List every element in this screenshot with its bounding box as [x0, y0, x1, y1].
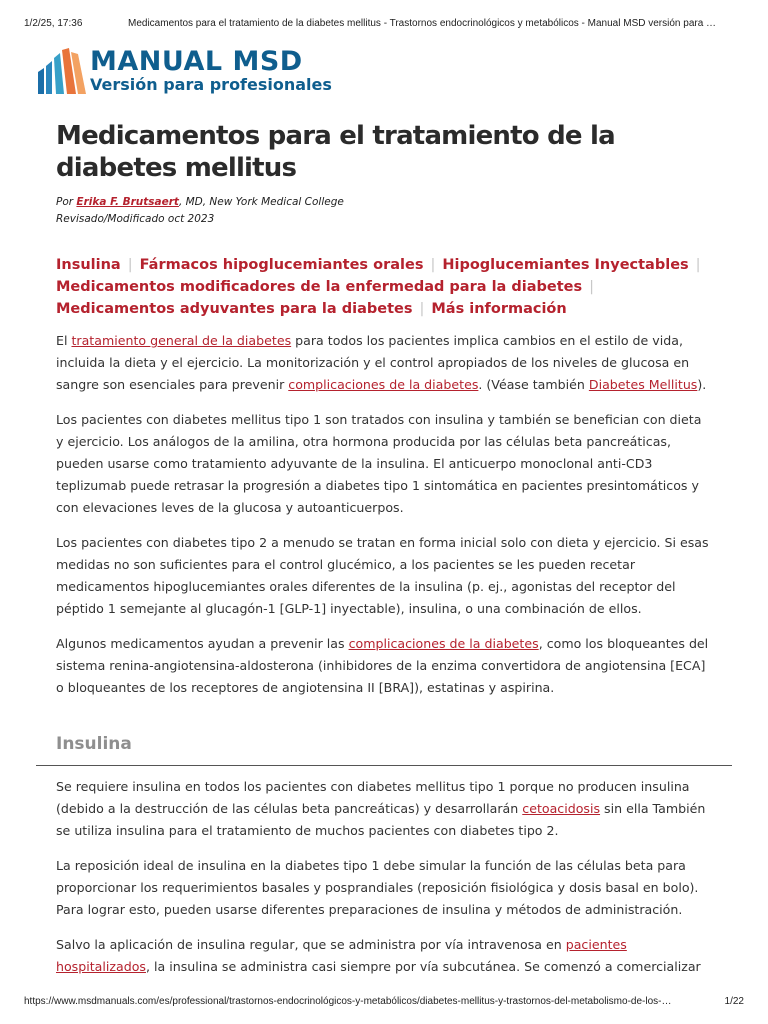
toc-separator: |	[695, 257, 701, 273]
msd-logo[interactable]	[36, 46, 332, 96]
page-title: Medicamentos para el tratamiento de la diabetes mellitus	[56, 121, 615, 183]
logo-title: MANUAL MSD	[90, 46, 303, 77]
toc-link-adyuvantes[interactable]: Medicamentos adyuvantes para la diabetes	[56, 301, 413, 317]
link-tratamiento-general[interactable]: tratamiento general de la diabetes	[71, 333, 292, 348]
toc-link-mas-informacion[interactable]: Más información	[431, 301, 567, 317]
table-of-contents	[56, 254, 710, 320]
section-insulina	[36, 732, 732, 978]
link-cetoacidosis[interactable]: cetoacidosis	[522, 801, 601, 816]
print-header	[24, 18, 744, 29]
msd-logo-icon	[36, 46, 88, 96]
intro-paragraph-1: El tratamiento general de la diabetes para todos los pacientes implica cambios en el estilo de vida, incluida la dieta y el ejercicio. La monitorización y el control apropiados de los niveles de glucosa en sangre son esenciales para prevenir complicaciones de la diabetes. (Véase también Diabetes Mellitus).	[56, 333, 707, 392]
byline-prefix: Por	[56, 196, 74, 208]
revised-date: Revisado/Modificado oct 2023	[56, 213, 215, 225]
intro-paragraph-3: Los pacientes con diabetes tipo 2 a menudo se tratan en forma inicial solo con dieta y ejercicio. Si esas medidas no son suficientes para el control glucémico, a los pacientes se les pueden recetar medicamentos hipoglucemiantes orales diferentes de la insulina (p. ej., agonistas del receptor del péptido 1 semejante al glucagón-1 [GLP-1] inyectable), insulina, o una combinación de ellos.	[56, 535, 709, 616]
logo-subtitle: Versión para profesionales	[90, 75, 332, 94]
section-divider	[36, 765, 732, 766]
toc-link-inyectables[interactable]: Hipoglucemiantes Inyectables	[442, 257, 689, 273]
section-paragraph-2: La reposición ideal de insulina en la diabetes tipo 1 debe simular la función de las células beta para proporcionar los requerimientos basales y posprandiales (reposición fisiológica y dosis basal en bolo). Para lograr esto, pueden usarse diferentes preparaciones de insulina y métodos de administración.	[56, 858, 699, 917]
toc-separator: |	[127, 257, 133, 273]
author-credentials: , MD, New York Medical College	[178, 196, 344, 208]
print-page-title: Medicamentos para el tratamiento de la diabetes mellitus - Trastornos endocrinológicos y metabólicos - Manual MSD versión para …	[128, 18, 717, 29]
link-pacientes-hospitalizados[interactable]: pacientes hospitalizados	[56, 937, 627, 974]
toc-separator: |	[589, 279, 595, 295]
author-link[interactable]: Erika F. Brutsaert	[76, 196, 179, 208]
link-diabetes-mellitus[interactable]: Diabetes Mellitus	[588, 377, 698, 392]
toc-separator: |	[430, 257, 436, 273]
link-complicaciones-2[interactable]: complicaciones de la diabetes	[348, 636, 539, 651]
toc-link-farmacos-orales[interactable]: Fármacos hipoglucemiantes orales	[139, 257, 424, 273]
print-url: https://www.msdmanuals.com/es/professional/trastornos-endocrinológicos-y-metabólicos/diabetes-mellitus-y-trastornos-del-metabolismo-de-los-…	[24, 996, 672, 1007]
article-content	[56, 120, 710, 699]
byline	[56, 194, 710, 228]
print-timestamp: 1/2/25, 17:36	[24, 18, 83, 29]
section-paragraph-1: Se requiere insulina en todos los pacientes con diabetes mellitus tipo 1 porque no producen insulina (debido a la destrucción de las células beta pancreáticas) y desarrollarán cetoacidosis sin ella También se utiliza insulina para el tratamiento de muchos pacientes con diabetes tipo 2.	[56, 779, 706, 838]
toc-link-modificadores[interactable]: Medicamentos modificadores de la enfermedad para la diabetes	[56, 279, 583, 295]
toc-separator: |	[419, 301, 425, 317]
link-complicaciones[interactable]: complicaciones de la diabetes	[288, 377, 479, 392]
intro-paragraph-4: Algunos medicamentos ayudan a prevenir las complicaciones de la diabetes, como los bloqueantes del sistema renina-angiotensina-aldosterona (inhibidores de la enzima convertidora de angiotensina [ECA] o bloqueantes de los receptores de angiotensina II [BRA]), estatinas y aspirina.	[56, 636, 709, 695]
print-footer	[24, 996, 744, 1007]
section-heading: Insulina	[56, 734, 132, 754]
page-number: 1/22	[724, 996, 744, 1007]
toc-link-insulina[interactable]: Insulina	[56, 257, 121, 273]
intro-paragraph-2: Los pacientes con diabetes mellitus tipo 1 son tratados con insulina y también se benefician con dieta y ejercicio. Los análogos de la amilina, otra hormona producida por las células beta pancreáticas, pueden usarse como tratamiento adyuvante de la insulina. El anticuerpo monoclonal anti-CD3 teplizumab puede retrasar la progresión a diabetes tipo 1 sintomática en pacientes presintomáticos y con elevaciones leves de la glucosa y autoanticuerpos.	[56, 412, 702, 515]
section-paragraph-3: Salvo la aplicación de insulina regular, que se administra por vía intravenosa en pacientes hospitalizados, la insulina se administra casi siempre por vía subcutánea. Se comenzó a comercializar	[56, 937, 701, 974]
